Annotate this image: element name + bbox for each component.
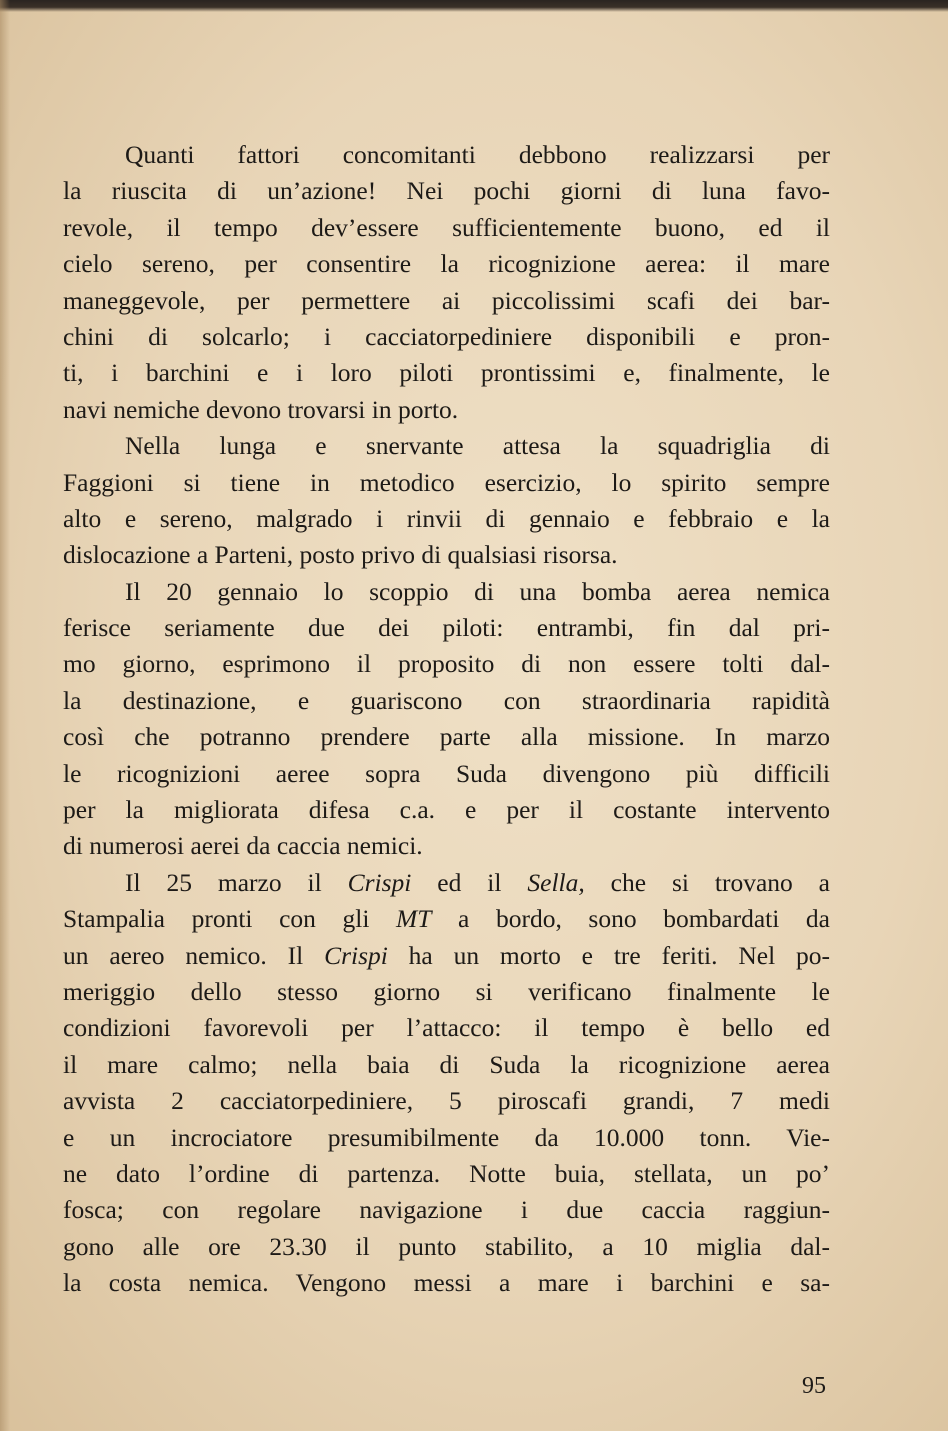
ship-name: Crispi (347, 867, 412, 897)
text-line: ti, i barchini e i loro piloti prontissimi e, finalmente, le (63, 358, 830, 388)
text-line: il mare calmo; nella baia di Suda la ricognizione aerea (63, 1049, 830, 1079)
text-line: avvista 2 cacciatorpediniere, 5 piroscafi grandi, 7 medi (63, 1086, 830, 1116)
text-line: meriggio dello stesso giorno si verificano finalmente le (63, 976, 830, 1006)
text-run: ha un morto e tre feriti. Nel po- (387, 940, 830, 970)
text-line: revole, il tempo dev’essere sufficientemente buono, ed il (63, 212, 830, 242)
text-line: fosca; con regolare navigazione i due caccia raggiun- (63, 1195, 830, 1225)
page-left-edge (0, 0, 10, 1431)
text-line: la destinazione, e guariscono con straordinaria rapidità (63, 685, 830, 715)
text-line (63, 901, 830, 937)
text-line: Nella lunga e snervante attesa la squadriglia di (125, 431, 830, 461)
text-line: chini di solcarlo; i cacciatorpediniere disponibili e pron- (63, 321, 830, 351)
text-line: ferisce seriamente due dei piloti: entrambi, fin dal pri- (63, 613, 830, 643)
text-line: per la migliorata difesa c.a. e per il costante intervento (63, 795, 830, 825)
text-line (63, 865, 830, 901)
text-line: di numerosi aerei da caccia nemici. (63, 831, 423, 861)
text-line: Il 20 gennaio lo scoppio di una bomba aerea nemica (125, 576, 830, 606)
text-line: Quanti fattori concomitanti debbono realizzarsi per (125, 140, 830, 169)
ship-name: Crispi (324, 940, 388, 970)
text-line: dislocazione a Parteni, posto privo di qualsiasi risorsa. (63, 540, 618, 570)
text-line: così che potranno prendere parte alla missione. In marzo (63, 722, 830, 752)
text-run: a bordo, sono bombardati da (431, 904, 830, 934)
text-run: ed il (411, 867, 528, 897)
vessel-type: MT (396, 904, 432, 934)
text-line: maneggevole, per permettere ai piccolissimi scafi dei bar- (63, 285, 830, 315)
text-line: Faggioni si tiene in metodico esercizio, lo spirito sempre (63, 467, 830, 497)
text-line: ne dato l’ordine di partenza. Notte buia, stellata, un po’ (63, 1158, 830, 1188)
page-number: 95 (802, 1373, 826, 1399)
text-line: la costa nemica. Vengono messi a mare i barchini e sa- (63, 1268, 830, 1298)
text-run: un aereo nemico. Il (63, 940, 325, 970)
text-line: condizioni favorevoli per l’attacco: il tempo è bello ed (63, 1013, 830, 1043)
text-line: navi nemiche devono trovarsi in porto. (63, 394, 459, 424)
text-line: alto e sereno, malgrado i rinvii di gennaio e febbraio e la (63, 503, 830, 533)
text-line: la riuscita di un’azione! Nei pochi giorni di luna favo- (63, 176, 830, 206)
text-run: Il 25 marzo il (125, 867, 348, 897)
text-run: Stampalia pronti con gli (63, 904, 397, 934)
ship-name: Sella, (527, 867, 585, 897)
text-line: le ricognizioni aeree sopra Suda divengono più difficili (63, 758, 830, 788)
text-run: che si trovano a (584, 867, 830, 897)
text-line (63, 938, 830, 974)
body-text (63, 137, 830, 1302)
text-line: e un incrociatore presumibilmente da 10.000 tonn. Vie- (63, 1122, 830, 1152)
text-line: gono alle ore 23.30 il punto stabilito, a 10 miglia dal- (63, 1231, 830, 1261)
page-top-edge (0, 0, 948, 12)
text-line: mo giorno, esprimono il proposito di non essere tolti dal- (63, 649, 830, 679)
text-line: cielo sereno, per consentire la ricognizione aerea: il mare (63, 249, 830, 279)
